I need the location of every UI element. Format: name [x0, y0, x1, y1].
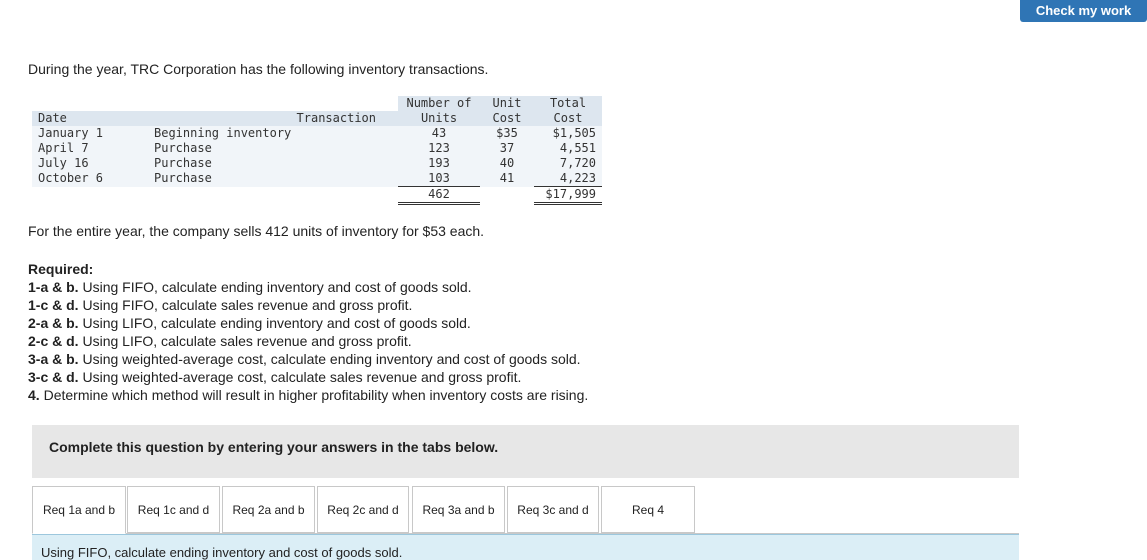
units-header-line2: Units [398, 111, 480, 126]
row-units: 123 [398, 141, 480, 156]
unit-cost-header-line2: Cost [480, 111, 534, 126]
total-cost-header-line2: Cost [534, 111, 602, 126]
row-date: October 6 [32, 171, 148, 187]
table-row [32, 171, 602, 187]
tab-req-3a-b[interactable]: Req 3a and b [412, 486, 505, 533]
tab-req-1a-b[interactable]: Req 1a and b [32, 486, 126, 534]
tab-req-4[interactable]: Req 4 [601, 486, 695, 533]
tab-req-3c-d[interactable]: Req 3c and d [507, 486, 599, 533]
requirement-item: 4. Determine which method will result in higher profitability when inventory costs are rising. [28, 387, 589, 403]
total-units: 462 [398, 187, 480, 204]
requirement-item: 1-a & b. Using FIFO, calculate ending inventory and cost of goods sold. [28, 279, 472, 295]
units-header-line1: Number of [398, 96, 480, 111]
sales-info-text: For the entire year, the company sells 412 units of inventory for $53 each. [28, 223, 485, 239]
tab-req-2a-b[interactable]: Req 2a and b [222, 486, 315, 533]
row-unit-cost: 40 [480, 156, 534, 171]
row-date: July 16 [32, 156, 148, 171]
transaction-header: Transaction [148, 111, 398, 126]
requirement-item: 3-a & b. Using weighted-average cost, calculate ending inventory and cost of goods sold. [28, 351, 581, 367]
check-my-work-button[interactable]: Check my work [1020, 0, 1147, 22]
requirement-item: 2-a & b. Using LIFO, calculate ending inventory and cost of goods sold. [28, 315, 471, 331]
row-units: 103 [398, 171, 480, 187]
table-header-row [32, 111, 602, 126]
totals-row [32, 187, 602, 204]
required-heading: Required: [28, 261, 94, 277]
row-transaction: Beginning inventory [148, 126, 398, 141]
date-header: Date [32, 111, 148, 126]
row-unit-cost: 41 [480, 171, 534, 187]
row-unit-cost: $35 [480, 126, 534, 141]
tab-req-1c-d[interactable]: Req 1c and d [127, 486, 220, 533]
tab-panel [32, 534, 1019, 560]
row-date: January 1 [32, 126, 148, 141]
inventory-table [32, 96, 602, 205]
requirement-item: 3-c & d. Using weighted-average cost, calculate sales revenue and gross profit. [28, 369, 522, 385]
panel-instruction: Using FIFO, calculate ending inventory and cost of goods sold. [41, 545, 403, 560]
instruction-banner [32, 425, 1019, 478]
requirement-item: 2-c & d. Using LIFO, calculate sales revenue and gross profit. [28, 333, 412, 349]
required-section [28, 260, 588, 404]
row-date: April 7 [32, 141, 148, 156]
total-cost-header-line1: Total [534, 96, 602, 111]
table-row [32, 126, 602, 141]
row-total-cost: 4,551 [534, 141, 602, 156]
row-transaction: Purchase [148, 171, 398, 187]
requirement-item: 1-c & d. Using FIFO, calculate sales revenue and gross profit. [28, 297, 413, 313]
row-units: 193 [398, 156, 480, 171]
row-transaction: Purchase [148, 156, 398, 171]
instruction-text: Complete this question by entering your answers in the tabs below. [49, 439, 499, 455]
table-row [32, 141, 602, 156]
row-unit-cost: 37 [480, 141, 534, 156]
table-header-row [32, 96, 602, 111]
tab-req-2c-d[interactable]: Req 2c and d [317, 486, 409, 533]
row-total-cost: $1,505 [534, 126, 602, 141]
row-transaction: Purchase [148, 141, 398, 156]
table-row [32, 156, 602, 171]
unit-cost-header-line1: Unit [480, 96, 534, 111]
row-total-cost: 7,720 [534, 156, 602, 171]
row-units: 43 [398, 126, 480, 141]
intro-text: During the year, TRC Corporation has the following inventory transactions. [28, 61, 489, 77]
row-total-cost: 4,223 [534, 171, 602, 187]
grand-total-cost: $17,999 [534, 187, 602, 204]
